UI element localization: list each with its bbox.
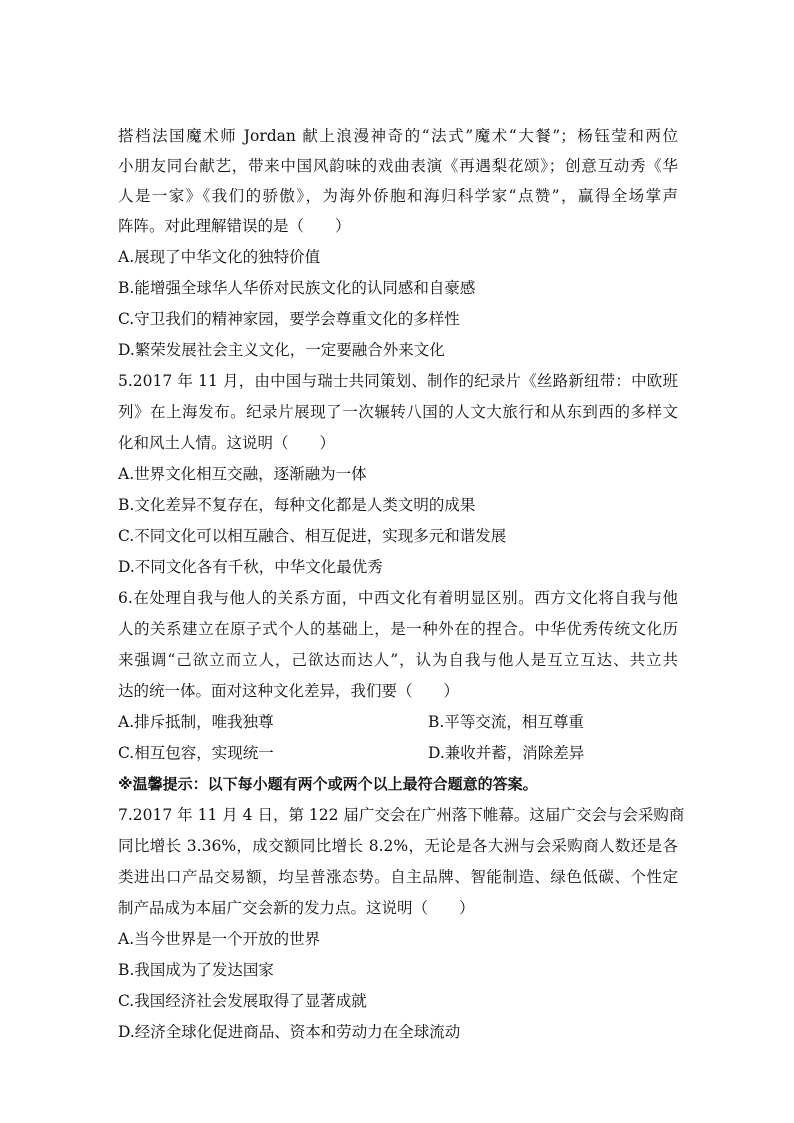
q6-line-4: 达的统一体。面对这种文化差异，我们要（ ）: [118, 682, 460, 700]
q5-line-3: 化和风土人情。这说明（ ）: [118, 434, 336, 452]
q5-line-2: 列》在上海发布。纪录片展现了一次辗转八国的人文大旅行和从东到西的多样文: [118, 403, 678, 421]
q7-line-1: 7.2017 年 11 月 4 日，第 122 届广交会在广州落下帷幕。这届广交会与会采购商: [118, 806, 685, 824]
q6-option-c: C.相互包容，实现统一: [118, 744, 274, 762]
q4-line-2: 小朋友同台献艺，带来中国风韵味的戏曲表演《再遇梨花颂》；创意互动秀《华: [118, 157, 678, 175]
q7-line-3: 类进出口产品交易额，均呈普涨态势。自主品牌、智能制造、绿色低碳、个性定: [118, 868, 678, 886]
q4-line-3: 人是一家》《我们的骄傲》，为海外侨胞和海归科学家“点赞”，赢得全场掌声: [118, 187, 678, 205]
q7-option-d: D.经济全球化促进商品、资本和劳动力在全球流动: [118, 1023, 461, 1041]
q5-option-c: C.不同文化可以相互融合、相互促进，实现多元和谐发展: [118, 527, 507, 545]
q6-line-1: 6.在处理自我与他人的关系方面，中西文化有着明显区别。西方文化将自我与他: [118, 589, 678, 607]
q5-option-b: B.文化差异不复存在，每种文化都是人类文明的成果: [118, 496, 476, 514]
q7-line-2: 同比增长 3.36%，成交额同比增长 8.2%，无论是各大洲与会采购商人数还是各: [118, 837, 678, 855]
q4-option-b: B.能增强全球华人华侨对民族文化的认同感和自豪感: [118, 279, 476, 297]
q7-option-a: A.当今世界是一个开放的世界: [118, 930, 321, 948]
q5-option-a: A.世界文化相互交融，逐渐融为一体: [118, 465, 367, 483]
q6-options-row-2: [118, 743, 584, 763]
q6-option-b: B.平等交流，相互尊重: [428, 713, 584, 731]
q7-line-4: 制产品成为本届广交会新的发力点。这说明（ ）: [118, 899, 475, 917]
q6-option-a: A.排斥抵制，唯我独尊: [118, 713, 274, 731]
q5-line-1: 5.2017 年 11 月，由中国与瑞士共同策划、制作的纪录片《丝路新纽带：中欧班: [118, 372, 678, 390]
q4-option-c: C.守卫我们的精神家园，要学会尊重文化的多样性: [118, 310, 460, 328]
q6-line-2: 人的关系建立在原子式个人的基础上，是一种外在的捏合。中华优秀传统文化历: [118, 620, 678, 638]
q6-option-d: D.兼收并蓄，消除差异: [428, 744, 585, 762]
q6-options-row-1: [118, 712, 584, 732]
multi-answer-tip: ※温馨提示：以下每小题有两个或两个以上最符合题意的答案。: [118, 775, 538, 793]
q7-option-b: B.我国成为了发达国家: [118, 961, 274, 979]
q5-option-d: D.不同文化各有千秋，中华文化最优秀: [118, 558, 383, 576]
q4-line-1: 搭档法国魔术师 Jordan 献上浪漫神奇的“法式”魔术“大餐”；杨钰莹和两位: [118, 127, 678, 145]
q6-line-3: 来强调“己欲立而立人，己欲达而达人”，认为自我与他人是互立互达、共立共: [118, 651, 678, 669]
q4-line-4: 阵阵。对此理解错误的是（ ）: [118, 217, 351, 235]
q4-option-a: A.展现了中华文化的独特价值: [118, 248, 321, 266]
q4-option-d: D.繁荣发展社会主义文化，一定要融合外来文化: [118, 341, 445, 359]
q7-option-c: C.我国经济社会发展取得了显著成就: [118, 992, 367, 1010]
